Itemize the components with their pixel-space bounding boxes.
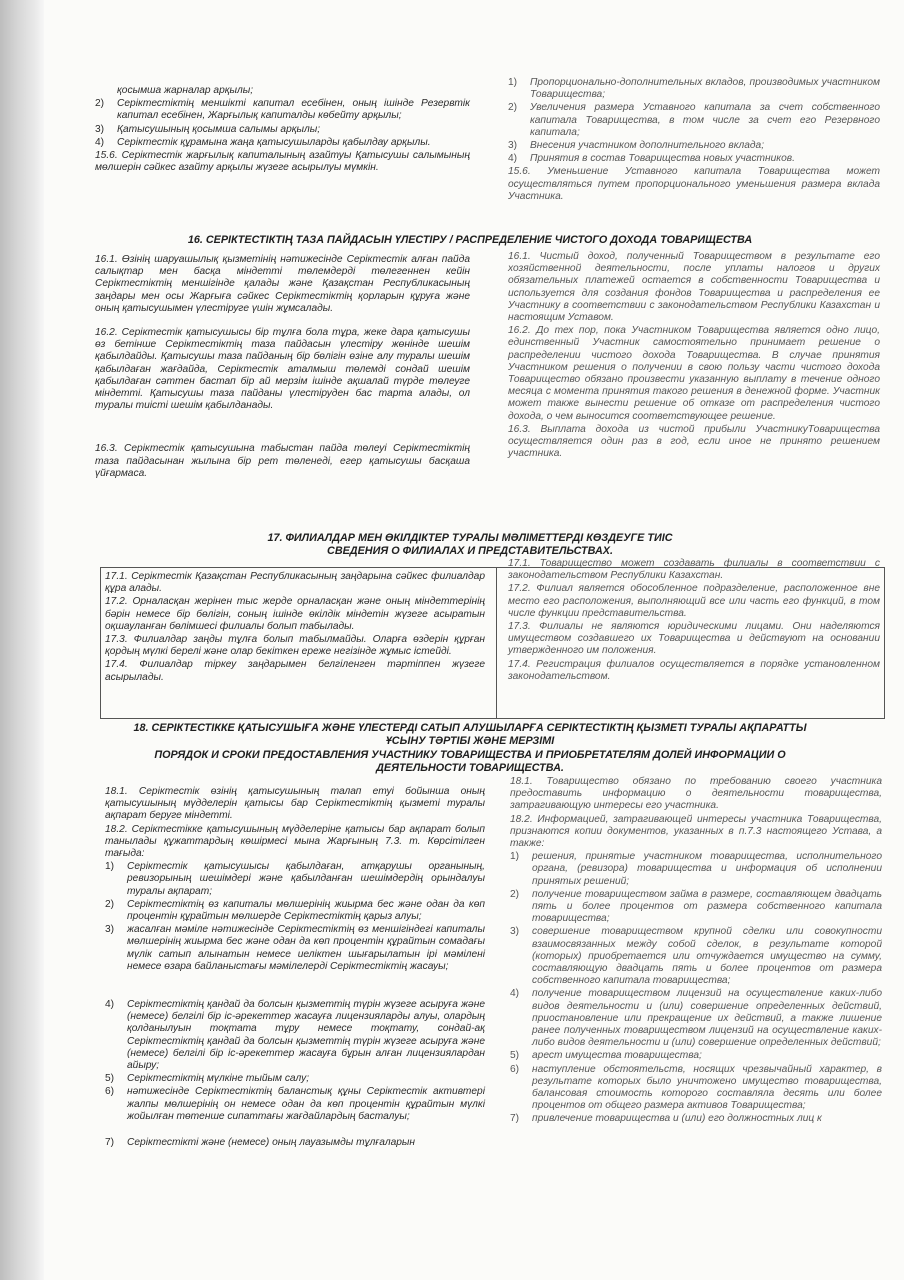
- list-item: 3) Внесения участником дополнительного вклада;: [508, 140, 765, 152]
- list-item: 6) наступление обстоятельств, носящих чрезвычайный характер, в результате которых было уничтожено имущество товарищества, балансовая стоимость которого составляла десять или более процентов от общего размера активов Товарищества;: [510, 1063, 882, 1112]
- section-16-right-column: [508, 251, 880, 461]
- list-item: 4) Серіктестіктің қандай да болсын қызметтің түрін жүзеге асыруға және (немесе) белгілі бір іс-әрекеттер жасауға лицензияларды алуы, олардың қолданылуын тоқтата тұру немесе тоқтату, сондай-ақ Серіктестіктің қандай да болсын қызметтің түрін жүзеге асыруға және (немесе) белгілі бір іс-әрекеттер жасауға бұрын алған лицензиялардан айыру;: [105, 999, 485, 1072]
- list-item: 7) Серіктестікті және (немесе) оның лауазымды тұлғаларын: [105, 1137, 415, 1149]
- section-17-left-column: [105, 571, 485, 685]
- paragraph: 15.6. Серіктестік жарғылық капиталының азайтуы Қатысушы салымының мөлшерін сәйкес азайту арқылы жүзеге асырылуы мүмкін.: [95, 150, 470, 174]
- list-item: 1) Пропорционально-дополнительных вкладов, производимых участником Товарищества;: [508, 77, 880, 101]
- paragraph: 17.4. Филиалдар тіркеу заңдарымен белгіленген тәртіппен жүзеге асырылады.: [105, 659, 485, 683]
- paragraph: 16.3. Выплата дохода из чистой прибыли УчастникуТоварищества осуществляется один раз в год, если иное не принято решением участника.: [508, 423, 880, 460]
- list-item: 2) Серіктестіктің меншікті капитал есебінен, оның ішінде Резервтік капитал есебінен, Жарғылық капиталды көбейту арқылы;: [95, 98, 470, 122]
- section-17-heading-kk: 17. ФИЛИАЛДАР МЕН ӨКІЛДІКТЕР ТУРАЛЫ МӘЛІМЕТТЕРДІ КӨЗДЕУГЕ ТИІС: [267, 532, 673, 544]
- paragraph: 18.1. Товарищество обязано по требованию своего участника предоставить информацию о деятельности товарищества, затрагивающую интересы его участника.: [510, 776, 882, 812]
- list-item: 2) получение товариществом займа в размере, составляющем двадцать пять и более процентов от размера собственного капитала товарищества;: [510, 888, 882, 925]
- column-divider: [496, 568, 497, 718]
- list-item: 1) решения, принятые участником товарищества, исполнительного органа, (ревизора) товарищества и информация об исполнении принятых решений;: [510, 851, 882, 887]
- list-item: 3) совершение товариществом крупной сделки или совокупности взаимосвязанных между собой сделок, в результате которой (которых) приобретается или отчуждается имущество на сумму, составляющую двадцать пять и более процентов от размера собственного капитала товарищества;: [510, 926, 882, 987]
- paragraph: қосымша жарналар арқылы;: [117, 85, 254, 96]
- paragraph: 18.2. Серіктестікке қатысушының мүдделеріне қатысы бар ақпарат болып танылады құжаттардың көшірмесі мына Жарғының 7.3. т. Көрсітілген тағыда:: [105, 823, 485, 860]
- paragraph: 18.1. Серіктестік өзінің қатысушының талап етуі бойынша оның қатысушының мүдделерін қатысы бар Серіктестіктің қызметі туралы ақпарат беруге міндетті.: [105, 786, 485, 822]
- list-item: 4) получение товариществом лицензий на осуществление каких-либо видов деятельности и (или) совершение определенных действий, приостановление или прекращение их действий, а также лишение ранее полученных товариществом лицензий на осуществление каких-либо видов деятельности и (или) совершение определенных действий;: [510, 988, 882, 1049]
- section-18-left-list: [105, 861, 485, 1149]
- section-18-right-column: [510, 776, 882, 1127]
- page-shadow-edge: [0, 0, 44, 1280]
- list-item: 5) Серіктестіктің мүлкіне тыйым салу;: [105, 1073, 310, 1085]
- section-18-heading-kk: 18. СЕРІКТЕСТІККЕ ҚАТЫСУШЫҒА ЖӘНЕ ҮЛЕСТЕРДІ САТЫП АЛУШЫЛАРҒА СЕРІКТЕСТІКТІҢ ҚЫЗМЕТІ ТУРАЛЫ АҚПАРАТТЫ: [133, 722, 807, 734]
- paragraph: 16.1. Чистый доход, полученный Товариществом в результате его хозяйственной деятельности, после уплаты налогов и других обязательных платежей остается в собственности Товарищества и используется для создания фондов Товарищества и распределения ее Участнику в соответствии с законодательством Республики Казахстан и настоящим Уставом.: [508, 251, 880, 324]
- section-16-heading: 16. СЕРІКТЕСТІКТІҢ ТАЗА ПАЙДАСЫН ҮЛЕСТІРУ / РАСПРЕДЕЛЕНИЕ ЧИСТОГО ДОХОДА ТОВАРИЩЕСТВА: [187, 234, 753, 246]
- section-18-heading-kk-2: ҰСЫНУ ТӘРТІБІ ЖӘНЕ МЕРЗІМІ: [385, 735, 555, 747]
- list-item: 4) Принятия в состав Товарищества новых участников.: [508, 153, 795, 165]
- paragraph: 16.2. Серіктестік қатысушысы бір тұлға бола тұра, жеке дара қатысушы өз бетінше Серіктестіктің таза пайдасын үлестіру жөнінде шешім қабылдайды. Қатысушы таза пайданың бір бөлігін өзіне алу туралы шешім қабылдаған жағдайда, Серіктестік аталмыш төлемді сондай шешім қабылдаған сәттен бастап бір ай мерзім ішінде ақшалай түрде төлеуге міндетті. Қатысушы таза пайданы үлестіруден бас тарта алады, ол туралы тиісті шешім қабылданады.: [95, 327, 470, 412]
- paragraph: 16.3. Серіктестік қатысушына табыстан пайда төлеуі Серіктестіктің таза пайдасынан жылына бір рет төленеді, егер қатысушы басқаша үйғармаса.: [95, 443, 470, 479]
- paragraph: 16.2. До тех пор, пока Участником Товарищества является одно лицо, единственный Участник самостоятельно принимает решение о распределении чистого дохода Товарищества. В случае принятия Участником решения о получении в свою пользу части чистого дохода Товарищество обязано произвести указанную выплату в течение одного месяца с момента принятия такого решения в денежной форме. Участник может также вынести решение об отказе от распределения чистого дохода, о чем выносится соответствующее решение.: [508, 325, 880, 422]
- paragraph: 17.3. Филиалдар заңды тұлға болып табылмайды. Оларға өздерін құрған қордың мүлкі берелі және олар бекіткен ереже негізінде жұмыс істейді.: [105, 634, 485, 658]
- section-18-heading-ru: ПОРЯДОК И СРОКИ ПРЕДОСТАВЛЕНИЯ УЧАСТНИКУ ТОВАРИЩЕСТВА И ПРИОБРЕТАТЕЛЯМ ДОЛЕЙ ИНФОРМАЦИИ О: [154, 749, 786, 761]
- list-item: 2) Серіктестіктің өз капиталы мөлшерінің жиырма бес және одан да көп процентін құрайтын мөлшерде Серіктестіктің қарыз алуы;: [105, 898, 485, 923]
- list-item: 3) жасалған мәміле нәтижесінде Серіктестіктің өз меншігіндегі капиталы мөлшерінің жиырма бес және одан да көп процентін құрайтын сомадағы мүлік сатып алынатын немесе иеліктен шығарылатын ірі мәмілені немесе өзара байланыстағы мәмілелерді Серіктестіктің жасауы;: [105, 924, 485, 972]
- list-item: 2) Увеличения размера Уставного капитала за счет собственного капитала Товарищества, в том числе за счет его Резервного капитала;: [508, 102, 880, 138]
- list-item: 4) Серіктестік құрамына жаңа қатысушыларды қабылдау арқылы.: [95, 136, 431, 148]
- section-15-left-column: [95, 85, 470, 175]
- list-item: 5) арест имущества товарищества;: [510, 1050, 702, 1062]
- section-15-right-column: [508, 77, 880, 204]
- section-17-right-column: [508, 558, 880, 684]
- list-item: 1) Серіктестік қатысушысы қабылдаған, атқарушы органының, ревизорының шешімдері және қабылданған шешімдердің орындалуы туралы ақпарат;: [105, 861, 485, 897]
- section-18-heading-ru-2: ДЕЯТЕЛЬНОСТИ ТОВАРИЩЕСТВА.: [376, 762, 564, 774]
- section-18-right-list: [510, 851, 882, 1125]
- paragraph: 15.6. Уменьшение Уставного капитала Товарищества может осуществляться путем пропорционального уменьшения размера вклада Участника.: [508, 166, 880, 202]
- list-item: 3) Қатысушының қосымша салымы арқылы;: [95, 123, 321, 135]
- paragraph: 17.3. Филиалы не являются юридическими лицами. Они наделяются имуществом создавшего их Товарищества и действуют на основании утвержденного им положения.: [508, 621, 880, 657]
- paragraph: 17.2. Орналасқан жерінен тыс жерде орналасқан және оның міндеттерінің бәрін немесе бір бөлігін, соның ішінде өкілдік міндетін жүзеге асыратын оқшауланған бөлімшесі филиалы болып табылады.: [105, 596, 485, 632]
- list-item: 7) привлечение товарищества и (или) его должностных лиц к: [510, 1113, 822, 1125]
- paragraph: 17.1. Серіктестік Қазақстан Республикасының заңдарына сәйкес филиалдар құра алады.: [105, 571, 485, 595]
- paragraph: 17.4. Регистрация филиалов осуществляется в порядке установленном законодательством.: [508, 658, 880, 682]
- section-16-left-column: [95, 254, 470, 481]
- list-item: 6) нәтижесінде Серіктестіктің баланстық құны Серіктестік активтері жалпы мөлшерінің он немесе одан да көп процентін құрайтын мүлкі жойылған төтенше сипаттағы жағдайлардың басталуы;: [105, 1086, 485, 1122]
- section-17-heading-ru: СВЕДЕНИЯ О ФИЛИАЛАХ И ПРЕДСТАВИТЕЛЬСТВАХ.: [327, 545, 613, 557]
- section-15-right-list: [508, 77, 880, 165]
- section-18-left-column: [105, 786, 485, 1150]
- paragraph: 16.1. Өзінің шаруашылық қызметінің нәтижесінде Серіктестік алған пайда салықтар мен басқа міндетті төлемдерді төлегеннен кейін Серіктестіктің меншігінде қалады және Қазақстан Республикасының заңдары мен осы Жарғыға сәйкес Серіктестіктің қорларын құруға және оның қатысушымен үлестіруге үшін жұмсалады.: [95, 254, 470, 314]
- paragraph: 17.2. Филиал является обособленное подразделение, расположенное вне место его расположения, выполняющий все или часть его функций, в том числе функции представительства.: [508, 583, 880, 619]
- paragraph: 18.2. Информацией, затрагивающей интересы участника Товарищества, признаются копии документов, указанных в п.7.3 настоящего Устава, а также:: [510, 813, 882, 850]
- section-15-left-list: [95, 98, 470, 149]
- paragraph: 17.1. Товарищество может создавать филиалы в соответствии с законодательством Республики Казахстан.: [508, 558, 880, 582]
